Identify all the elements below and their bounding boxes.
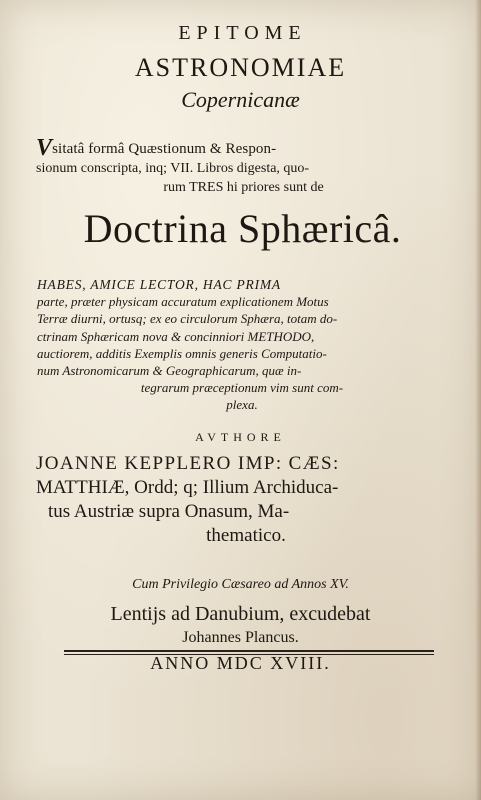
usitata-line-2: sionum conscripta, inq; VII. Libros digesta, quo- bbox=[36, 161, 310, 176]
habes-line-8: plexa. bbox=[226, 397, 258, 413]
privilege-line: Cum Privilegio Cæsareo ad Annos XV. bbox=[132, 577, 349, 592]
title-copernicanae: Copernicanæ bbox=[181, 87, 300, 112]
publication-year: ANNO MDC XVIII. bbox=[150, 653, 331, 673]
habes-line-3: Terræ diurni, ortusq; ex eo circulorum Sphæra, totam do- bbox=[37, 311, 338, 327]
usitata-paragraph bbox=[36, 135, 451, 197]
habes-line-6: num Astronomicarum & Geographicarum, quæ in- bbox=[37, 363, 302, 379]
usitata-line-1-text: sitatâ formâ Quæstionum & Respon- bbox=[52, 141, 277, 157]
title-epitome: EPITOME bbox=[178, 22, 307, 44]
author-line-2: MATTHIÆ, Ordd; q; Illium Archiduca- bbox=[36, 477, 339, 498]
imprint-place: Lentijs ad Danubium, excudebat bbox=[110, 603, 371, 625]
title-doctrina-sphaerica: Doctrina Sphæricâ. bbox=[83, 206, 402, 251]
author-line-3: tus Austriæ supra Onasum, Ma- bbox=[48, 501, 290, 522]
author-line-1: JOANNE KEPPLERO IMP: CÆS: bbox=[36, 453, 340, 474]
decorative-initial: V bbox=[36, 135, 53, 161]
usitata-line-3: rum TRES hi priores sunt de bbox=[163, 180, 324, 195]
habes-line-2: parte, præter physicam accuratum explicationem Motus bbox=[37, 294, 329, 310]
author-block bbox=[36, 452, 456, 548]
usitata-line-1 bbox=[36, 135, 451, 161]
habes-line-7: tegrarum præceptionum vim sunt com- bbox=[140, 380, 344, 396]
habes-paragraph bbox=[37, 276, 447, 414]
rule-thick bbox=[64, 650, 434, 652]
author-line-4: thematico. bbox=[206, 525, 286, 546]
habes-line-5: auctiorem, additis Exemplis omnis generis Computatio- bbox=[37, 345, 327, 361]
page-edge-shadow bbox=[475, 0, 481, 800]
habes-line-4: ctrinam Sphæricam nova & concinniori METHODO, bbox=[37, 328, 315, 344]
title-astronomiae: ASTRONOMIAE bbox=[134, 53, 347, 82]
imprint-printer: Johannes Plancus. bbox=[182, 629, 299, 646]
authore-label: AVTHORE bbox=[195, 430, 286, 444]
habes-line-1: HABES, AMICE LECTOR, HAC PRIMA bbox=[37, 277, 281, 292]
